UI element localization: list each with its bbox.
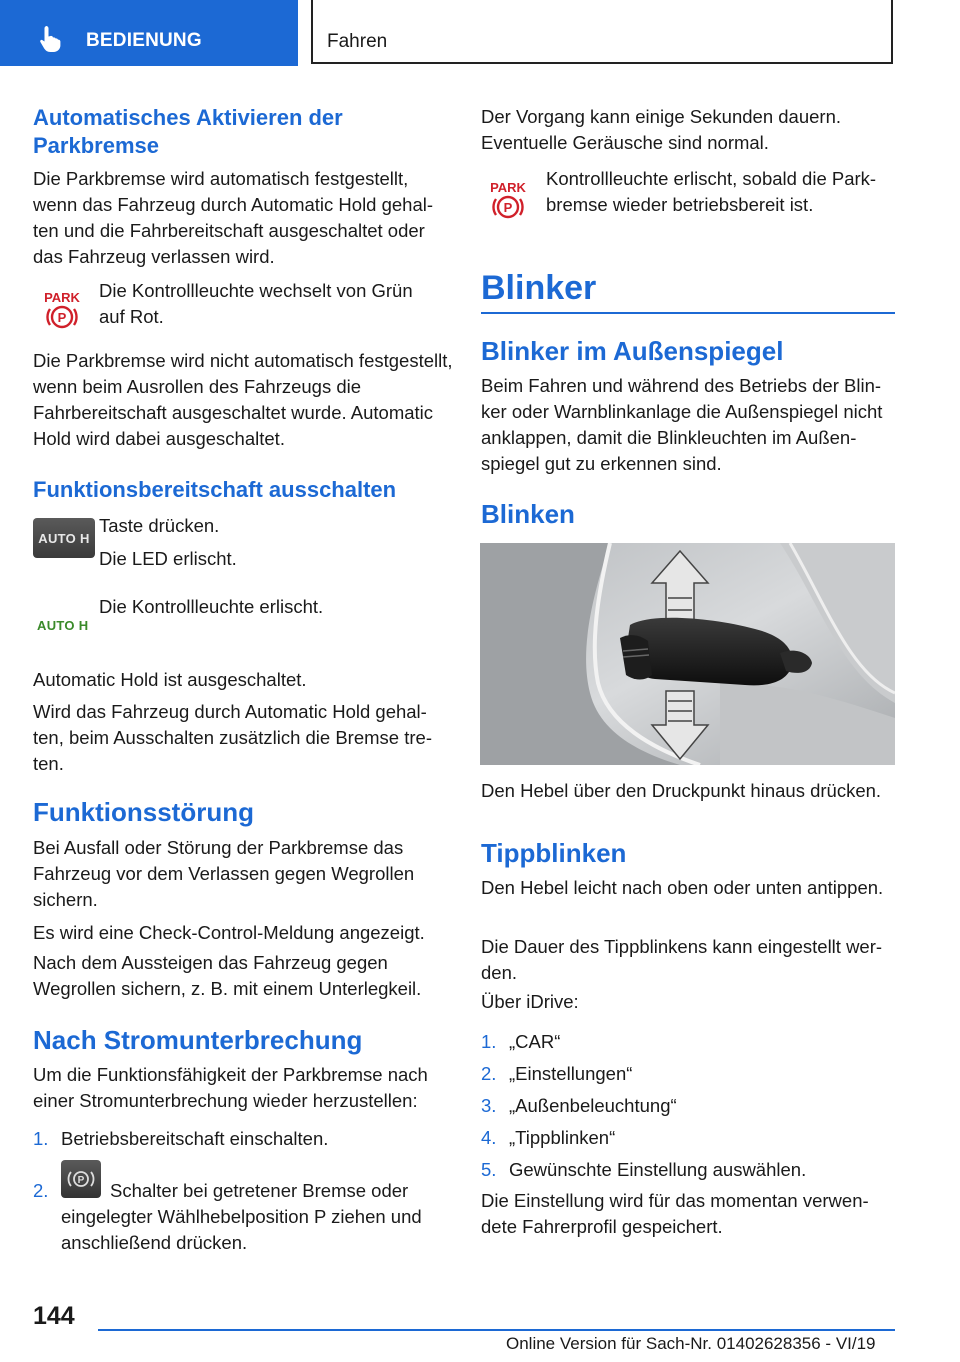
heading-switch-off: Funktionsbereitschaft ausschalten	[33, 477, 397, 502]
section-rule	[481, 312, 895, 314]
step-number: 1.	[33, 1128, 49, 1149]
hand-pointer-icon	[38, 24, 64, 52]
switch-icon-symbol: P	[77, 1175, 85, 1186]
step-text: Schalter bei getretener Bremse oder eingelegter Wählhebelposition P ziehen und anschließend drücken.	[61, 1180, 422, 1253]
para-fault3: Nach dem Aussteigen das Fahrzeug gegen Wegrollen sichern, z. B. mit einem Unterlegkeil.	[33, 952, 422, 999]
para-fault2: Es wird eine Check-Control-Meldung angezeigt.	[33, 922, 425, 943]
step-led: Die LED erlischt.	[99, 548, 237, 569]
para-power: Um die Funktionsfähigkeit der Parkbremse nach einer Stromunterbrechung wieder herzustellen:	[33, 1064, 428, 1111]
park-icon-text: PARK	[490, 180, 526, 195]
para-saved: Die Einstellung wird für das momentan verwendete Fahrerprofil gespeichert.	[481, 1190, 869, 1237]
step-text: Betriebsbereitschaft einschalten.	[61, 1128, 329, 1149]
list-item: Gewünschte Einstellung auswählen.	[509, 1159, 807, 1180]
heading-auto-activate: Automatisches Aktivieren der Parkbremse	[33, 105, 343, 158]
list-item: „CAR“	[509, 1031, 561, 1052]
para-tipp-duration: Die Dauer des Tippblinkens kann eingestellt werden.	[481, 936, 883, 983]
para-idrive: Über iDrive:	[481, 991, 579, 1012]
para-lever: Den Hebel über den Druckpunkt hinaus drücken.	[481, 780, 882, 801]
heading-power: Nach Stromunterbrechung	[33, 1025, 363, 1055]
para-duration: Der Vorgang kann einige Sekunden dauern. Eventuelle Geräusche sind normal.	[481, 106, 841, 153]
list-item: „Außenbeleuchtung“	[509, 1095, 677, 1116]
chapter-label: Fahren	[327, 31, 388, 52]
list-number: 3.	[481, 1095, 497, 1116]
para-brake: Wird das Fahrzeug durch Automatic Hold gehalten, beim Ausschalten zusätzlich die Bremse treten.	[33, 701, 432, 774]
list-number: 4.	[481, 1127, 497, 1148]
park-icon-text: PARK	[44, 290, 80, 305]
park-indicator-icon	[32, 286, 92, 334]
step-press: Taste drücken.	[99, 515, 220, 536]
section-tab[interactable]	[0, 0, 298, 66]
list-item: „Tippblinken“	[509, 1127, 616, 1148]
para-tipp: Den Hebel leicht nach oben oder unten antippen.	[481, 877, 884, 898]
park-note-left: Die Kontrollleuchte wechselt von Grün auf Rot.	[99, 280, 413, 327]
para-not-auto: Die Parkbremse wird nicht automatisch festgestellt, wenn beim Ausrollen des Fahrzeugs die Fahrbereitschaft ausgeschaltet wurde. Automatic Hold wird dabei ausgeschaltet.	[33, 350, 453, 449]
list-number: 1.	[481, 1031, 497, 1052]
park-icon-symbol: P	[503, 200, 513, 215]
auto-h-button-icon	[33, 518, 95, 558]
heading-blinken: Blinken	[481, 499, 575, 529]
para-auto-activate: Die Parkbremse wird automatisch festgestellt, wenn das Fahrzeug durch Automatic Hold gehalten und die Fahrbereitschaft ausgeschaltet oder das Fahrzeug verlassen wird.	[33, 168, 434, 267]
auto-h-button-label: AUTO H	[38, 530, 90, 546]
list-number: 2.	[481, 1063, 497, 1084]
chapter-box	[311, 0, 893, 64]
para-off: Automatic Hold ist ausgeschaltet.	[33, 669, 307, 690]
park-indicator-icon	[478, 176, 538, 224]
page-number: 144	[33, 1302, 75, 1330]
para-fault1: Bei Ausfall oder Störung der Parkbremse das Fahrzeug vor dem Verlassen gegen Wegrollen sichern.	[33, 837, 415, 910]
footer-online-version: Online Version für Sach-Nr. 01402628356 - VI/19	[506, 1334, 876, 1353]
heading-fault: Funktionsstörung	[33, 797, 254, 827]
heading-blinker: Blinker	[481, 269, 597, 307]
auto-h-note: Die Kontrollleuchte erlischt.	[99, 596, 324, 617]
footer-rule	[98, 1329, 895, 1331]
turn-signal-lever-image	[480, 543, 895, 765]
heading-mirror: Blinker im Außenspiegel	[481, 336, 784, 366]
auto-h-indicator-icon: AUTO H	[37, 618, 89, 633]
park-note-right: Kontrollleuchte erlischt, sobald die Parkbremse wieder betriebsbereit ist.	[546, 168, 877, 215]
list-item: „Einstellungen“	[509, 1063, 633, 1084]
section-label: BEDIENUNG	[86, 30, 202, 51]
para-mirror: Beim Fahren und während des Betriebs der Blinker oder Warnblinkanlage die Außenspiegel nicht anklappen, damit die Blinkleuchten im Außenspiegel gut zu erkennen sind.	[481, 375, 883, 474]
park-icon-symbol: P	[57, 310, 67, 325]
list-number: 5.	[481, 1159, 497, 1180]
heading-tipp: Tippblinken	[481, 838, 627, 868]
step-number: 2.	[33, 1180, 49, 1201]
